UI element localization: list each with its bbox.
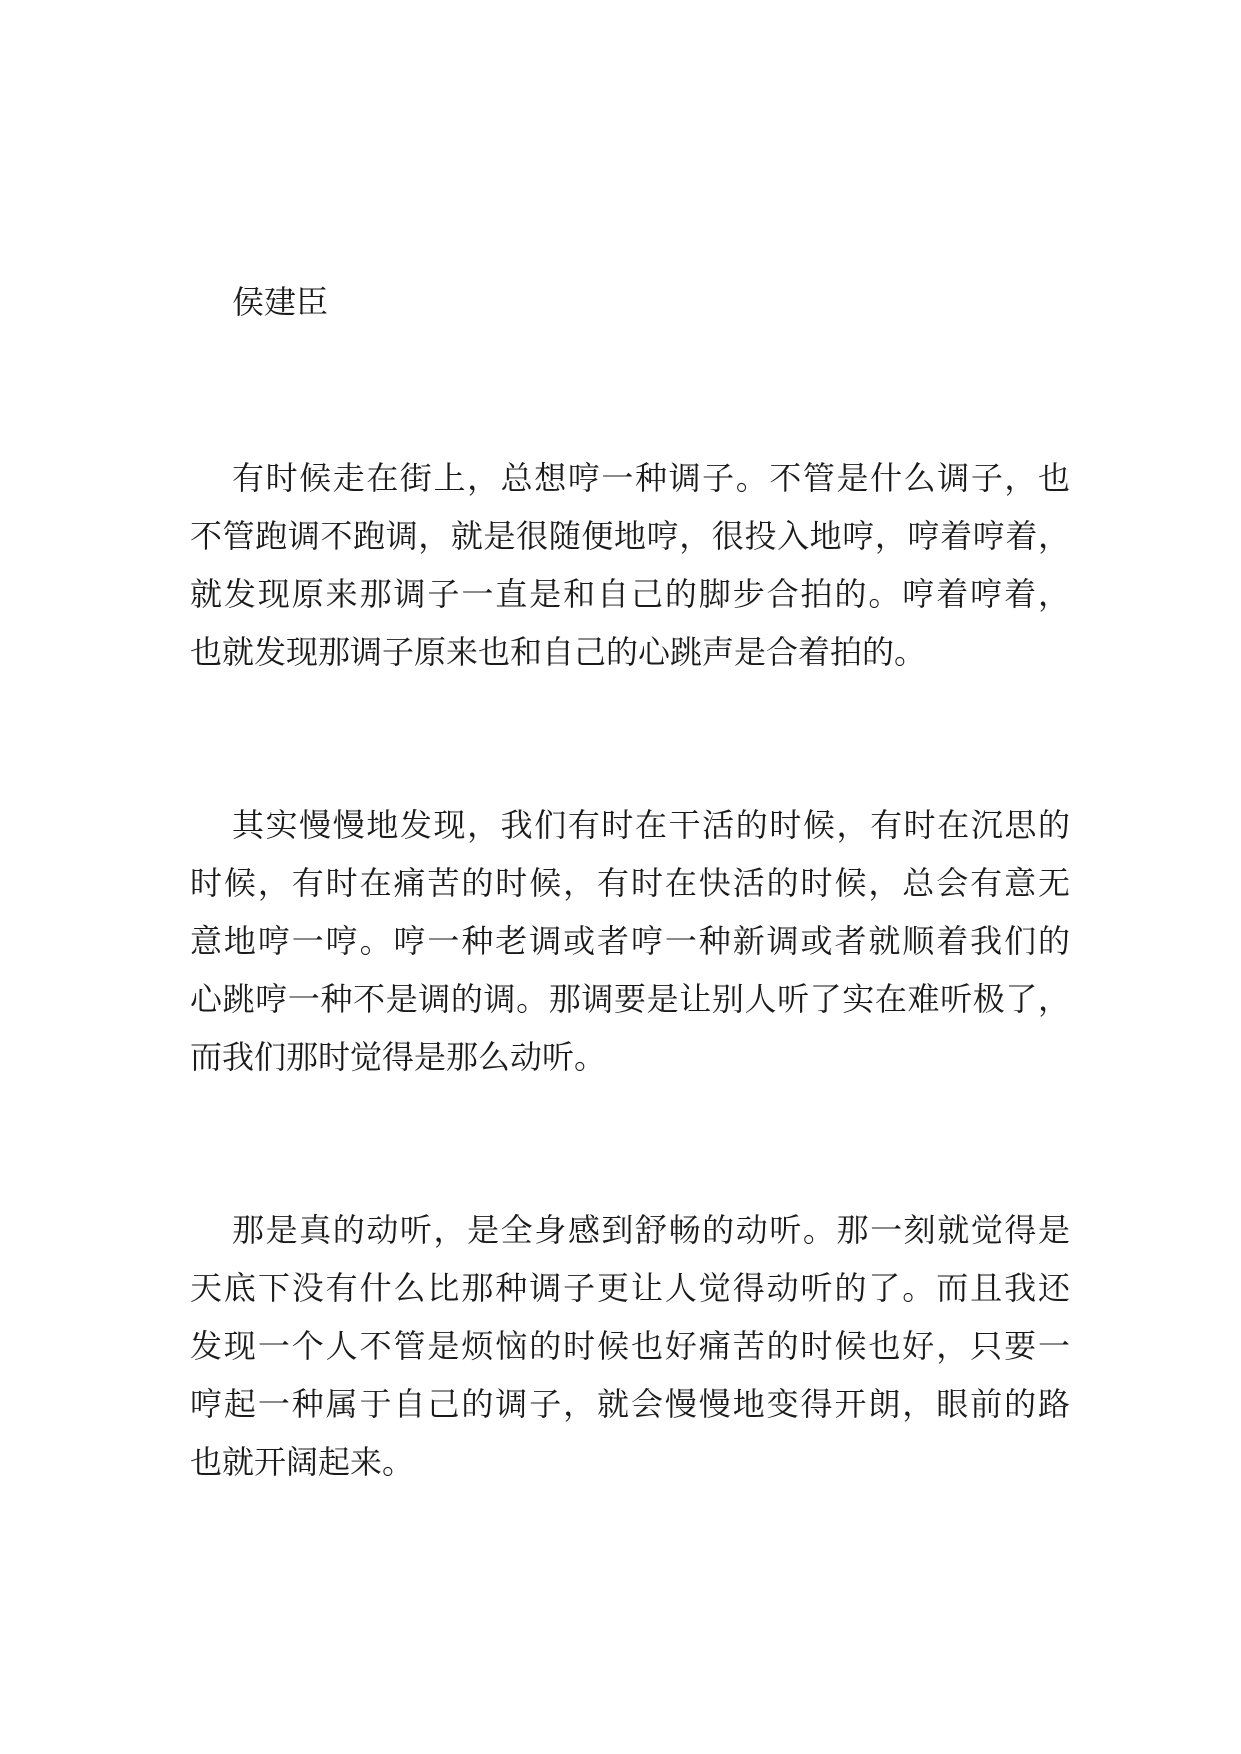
paragraph-line: 就发现原来那调子一直是和自己的脚步合拍的。哼着哼着， bbox=[190, 575, 1070, 613]
paragraph-line: 时候，有时在痛苦的时候，有时在快活的时候，总会有意无 bbox=[190, 864, 1070, 902]
paragraph-line: 心跳哼一种不是调的调。那调要是让别人听了实在难听极了， bbox=[190, 980, 1070, 1018]
paragraph-line: 也就发现那调子原来也和自己的心跳声是合着拍的。 bbox=[190, 633, 927, 671]
paragraph-line: 那是真的动听，是全身感到舒畅的动听。那一刻就觉得是 bbox=[232, 1211, 1070, 1249]
paragraph-line: 而我们那时觉得是那么动听。 bbox=[190, 1038, 607, 1076]
paragraph-line: 有时候走在街上，总想哼一种调子。不管是什么调子，也 bbox=[232, 459, 1070, 497]
paragraph-line: 意地哼一哼。哼一种老调或者哼一种新调或者就顺着我们的 bbox=[190, 922, 1070, 960]
paragraph-1 bbox=[190, 449, 1070, 681]
paragraph-line: 发现一个人不管是烦恼的时候也好痛苦的时候也好，只要一 bbox=[190, 1327, 1070, 1365]
paragraph-2 bbox=[190, 796, 1070, 1086]
paragraph-line: 哼起一种属于自己的调子，就会慢慢地变得开朗，眼前的路 bbox=[190, 1385, 1070, 1423]
paragraph-line: 也就开阔起来。 bbox=[190, 1443, 415, 1481]
paragraph-line: 天底下没有什么比那种调子更让人觉得动听的了。而且我还 bbox=[190, 1269, 1070, 1307]
paragraph-line: 其实慢慢地发现，我们有时在干活的时候，有时在沉思的 bbox=[232, 806, 1070, 844]
author-name: 侯建臣 bbox=[232, 283, 329, 321]
paragraph-3 bbox=[190, 1201, 1070, 1491]
paragraph-line: 不管跑调不跑调，就是很随便地哼，很投入地哼，哼着哼着， bbox=[190, 517, 1070, 555]
